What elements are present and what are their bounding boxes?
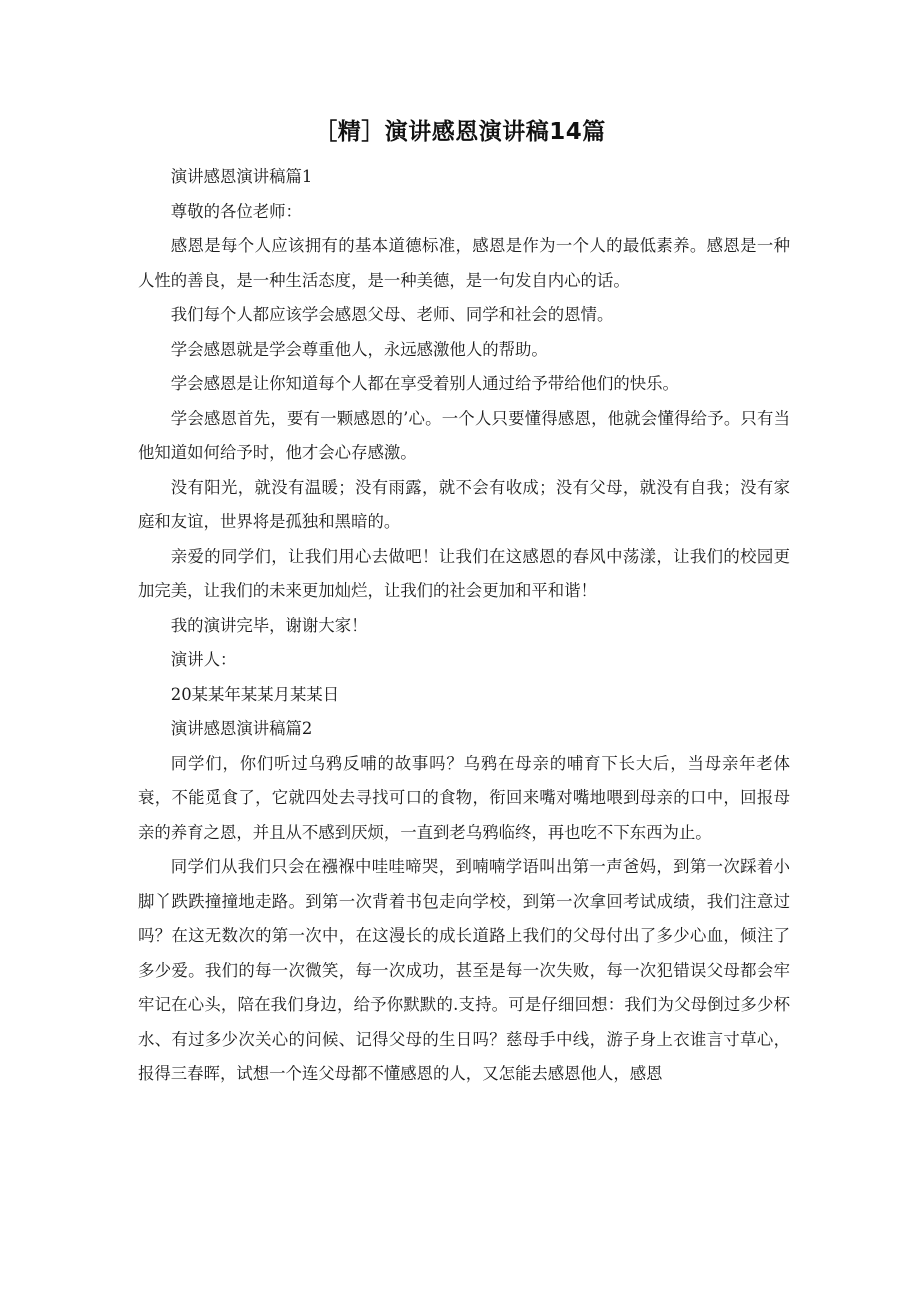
document-title: ［精］演讲感恩演讲稿14篇 [314, 119, 606, 145]
paragraph: 学会感恩首先，要有一颗感恩的’心。一个人只要懂得感恩，他就会懂得给予。只有当他知道如何给予时，他才会心存感激。 [138, 408, 790, 462]
salutation: 尊敬的各位老师： [170, 201, 302, 221]
speaker-label: 演讲人： [170, 650, 237, 669]
paragraph: 学会感恩是让你知道每个人都在享受着别人通过给予带给他们的快乐。 [170, 374, 679, 393]
paragraph: 我们每个人都应该学会感恩父母、老师、同学和社会的恩情。 [170, 305, 614, 324]
paragraph: 学会感恩就是学会尊重他人，永远感激他人的帮助。 [170, 339, 548, 359]
paragraph: 同学们，你们听过乌鸦反哺的故事吗？乌鸦在母亲的哺育下长大后，当母亲年老体衰，不能觅食了，它就四处去寻找可口的食物，衔回来嘴对嘴地喂到母亲的口中，回报母亲的养育之恩，并且从不感到厌烦，一直到老乌鸦临终，再也吃不下东西为止。 [138, 753, 790, 842]
document-body [138, 160, 790, 1092]
closing-line: 我的演讲完毕，谢谢大家！ [170, 615, 368, 635]
section-heading-1: 演讲感恩演讲稿篇1 [170, 167, 313, 186]
paragraph: 同学们从我们只会在襁褓中哇哇啼哭，到喃喃学语叫出第一声爸妈，到第一次踩着小脚丫跌跌撞撞地走路。到第一次背着书包走向学校，到第一次拿回考试成绩，我们注意过吗？在这无数次的第一次中，在这漫长的成长道路上我们的父母付出了多少心血，倾注了多少爱。我们的每一次微笑，每一次成功，甚至是每一次失败，每一次犯错误父母都会牢牢记在心头，陪在我们身边，给予你默默的.支持。可是仔细回想：我们为父母倒过多少杯水、有过多少次关心的问候、记得父母的生日吗？慈母手中线，游子身上衣谁言寸草心，报得三春晖，试想一个连父母都不懂感恩的人，又怎能去感恩他人，感恩 [138, 857, 790, 1083]
paragraph: 没有阳光，就没有温暖；没有雨露，就不会有收成；没有父母，就没有自我；没有家庭和友谊，世界将是孤独和黑暗的。 [138, 477, 790, 531]
date-line: 20某某年某某月某某日 [170, 684, 340, 704]
paragraph: 感恩是每个人应该拥有的基本道德标准，感恩是作为一个人的最低素养。感恩是一种人性的善良，是一种生活态度，是一种美德，是一句发自内心的话。 [138, 236, 790, 290]
paragraph: 亲爱的同学们，让我们用心去做吧！让我们在这感恩的春风中荡漾，让我们的校园更加完美，让我们的未来更加灿烂，让我们的社会更加和平和谐！ [138, 546, 790, 600]
section-heading-2: 演讲感恩演讲稿篇2 [170, 719, 313, 738]
